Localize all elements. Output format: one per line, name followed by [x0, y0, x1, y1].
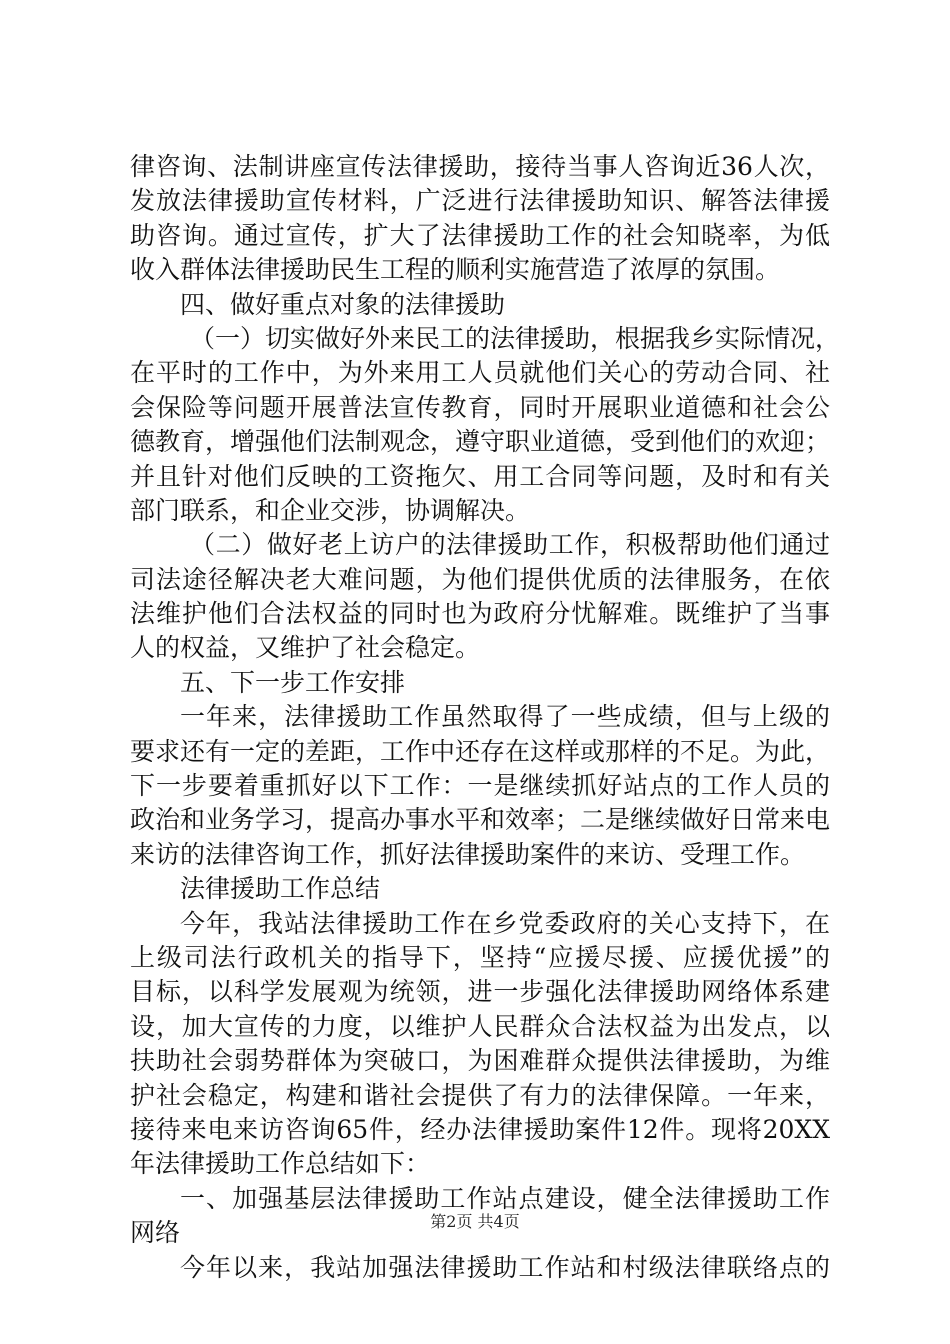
body-line: 律咨询、法制讲座宣传法律援助，接待当事人咨询近36人次， [130, 152, 830, 181]
body-line: 年法律援助工作总结如下： [130, 1149, 431, 1179]
document-title: 法律援助工作总结 [180, 874, 381, 904]
section-heading: 四、做好重点对象的法律援助 [180, 289, 506, 319]
body-line: 部门联系，和企业交涉，协调解决。 [130, 495, 531, 525]
document-body [130, 150, 841, 1285]
body-line: 助咨询。通过宣传，扩大了法律援助工作的社会知晓率，为低 [130, 220, 830, 250]
body-line: 法维护他们合法权益的同时也为政府分忧解难。既维护了当事 [130, 599, 830, 629]
body-line: 人的权益，又维护了社会稳定。 [130, 633, 481, 663]
body-line: 今年以来，我站加强法律援助工作站和村级法律联络点的 [180, 1252, 830, 1282]
body-line: 接待来电来访咨询65件，经办法律援助案件12件。现将20XX [130, 1114, 830, 1144]
body-line: 来访的法律咨询工作，抓好法律援助案件的来访、受理工作。 [130, 839, 806, 869]
body-line: 德教育，增强他们法制观念，遵守职业道德，受到他们的欢迎； [130, 427, 831, 457]
body-line: 收入群体法律援助民生工程的顺利实施营造了浓厚的氛围。 [130, 255, 781, 285]
body-line: 目标，以科学发展观为统领，进一步强化法律援助网络体系建 [130, 977, 830, 1007]
body-line: 下一步要着重抓好以下工作：一是继续抓好站点的工作人员的 [130, 771, 830, 801]
page-number-footer: 第2页 共4页 [430, 1212, 520, 1231]
body-line: 要求还有一定的差距，工作中还存在这样或那样的不足。为此， [130, 736, 831, 766]
body-line: 发放法律援助宣传材料，广泛进行法律援助知识、解答法律援 [130, 186, 830, 216]
body-line: 上级司法行政机关的指导下，坚持“应援尽援、应援优援”的 [130, 942, 830, 972]
body-line: 司法途径解决老大难问题，为他们提供优质的法律服务，在依 [130, 564, 830, 594]
body-line: 护社会稳定，构建和谐社会提供了有力的法律保障。一年来， [130, 1080, 830, 1110]
section-heading: 五、下一步工作安排 [180, 667, 406, 697]
body-line: 扶助社会弱势群体为突破口，为困难群众提供法律援助，为维 [130, 1046, 830, 1076]
body-line: （一）切实做好外来民工的法律援助，根据我乡实际情况， [190, 323, 841, 353]
body-line: 在平时的工作中，为外来用工人员就他们关心的劳动合同、社 [130, 358, 830, 388]
section-heading: 一、加强基层法律援助工作站点建设，健全法律援助工作 [180, 1183, 830, 1213]
body-line: 今年，我站法律援助工作在乡党委政府的关心支持下，在 [180, 908, 830, 938]
body-line: 设，加大宣传的力度，以维护人民群众合法权益为出发点，以 [130, 1011, 830, 1041]
body-line: 会保险等问题开展普法宣传教育，同时开展职业道德和社会公 [130, 392, 830, 422]
section-heading: 网络 [130, 1218, 181, 1248]
body-line: 政治和业务学习，提高办事水平和效率；二是继续做好日常来电 [130, 805, 831, 835]
body-line: 并且针对他们反映的工资拖欠、用工合同等问题，及时和有关 [130, 461, 830, 491]
body-line: （二）做好老上访户的法律援助工作，积极帮助他们通过 [190, 530, 830, 560]
body-line: 一年来，法律援助工作虽然取得了一些成绩，但与上级的 [180, 702, 830, 732]
